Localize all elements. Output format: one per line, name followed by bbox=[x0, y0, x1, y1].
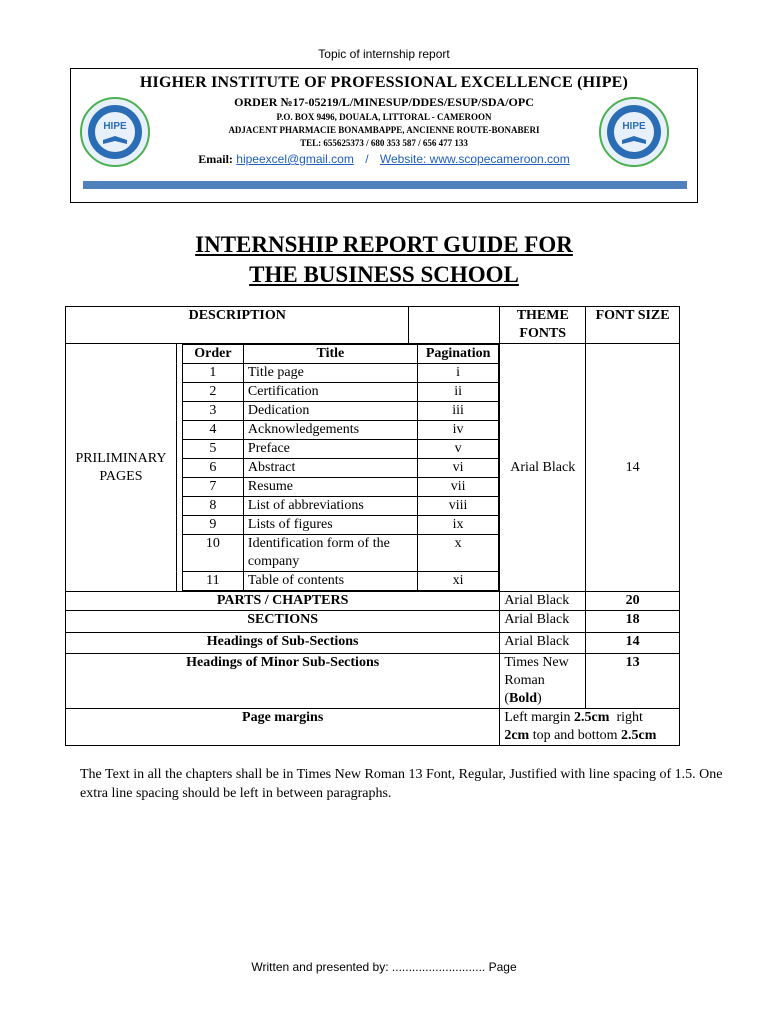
email-link[interactable]: hipeexcel@gmail.com bbox=[236, 152, 354, 166]
header-empty-cell bbox=[409, 307, 500, 344]
header-font-size: FONT SIZE bbox=[586, 307, 680, 344]
letterhead-bar bbox=[83, 181, 687, 189]
preliminary-pages-cell bbox=[176, 344, 499, 592]
table-row: 2 Certification ii bbox=[182, 383, 498, 402]
table-row: 5 Preface v bbox=[182, 440, 498, 459]
table-row: Headings of Minor Sub-Sections Times New Roman (Bold) 13 bbox=[66, 654, 680, 709]
table-row: 1 Title page i bbox=[182, 364, 498, 383]
svg-text:HIPE: HIPE bbox=[103, 121, 127, 132]
website-link[interactable]: Website: www.scopecameroon.com bbox=[379, 152, 570, 166]
preliminary-pages-label: PRILIMINARY PAGES bbox=[66, 344, 177, 592]
page-topic: Topic of internship report bbox=[318, 47, 450, 61]
preliminary-pages-table bbox=[182, 344, 499, 591]
column-title: Title bbox=[243, 345, 417, 364]
letterhead bbox=[70, 68, 698, 203]
preliminary-size: 14 bbox=[586, 344, 680, 592]
header-theme-fonts: THEME FONTS bbox=[500, 307, 586, 344]
table-row: 9 Lists of figures ix bbox=[182, 516, 498, 535]
report-guide-table bbox=[65, 306, 680, 746]
column-order: Order bbox=[182, 345, 243, 364]
table-row: 3 Dedication iii bbox=[182, 402, 498, 421]
telephone-line: TEL: 655625373 / 680 353 587 / 656 477 133 bbox=[300, 138, 468, 148]
table-row: 8 List of abbreviations viii bbox=[182, 497, 498, 516]
table-row bbox=[66, 709, 680, 746]
table-row: 4 Acknowledgements iv bbox=[182, 421, 498, 440]
table-row: 10 Identification form of the company x bbox=[182, 535, 498, 572]
contact-separator: / bbox=[365, 152, 369, 166]
order-number: ORDER №17-05219/L/MINESUP/DDES/ESUP/SDA/OPC bbox=[234, 95, 534, 109]
table-row: 6 Abstract vi bbox=[182, 459, 498, 478]
preliminary-font: Arial Black bbox=[500, 344, 586, 592]
title-line-2: THE BUSINESS SCHOOL bbox=[249, 262, 519, 287]
page-margins-label: Page margins bbox=[66, 709, 500, 746]
table-row: 7 Resume vii bbox=[182, 478, 498, 497]
table-row: Headings of Sub-Sections Arial Black 14 bbox=[66, 633, 680, 654]
document-title bbox=[0, 230, 768, 290]
address-line-2: ADJACENT PHARMACIE BONAMBAPPE, ANCIENNE ROUTE-BONABERI bbox=[228, 125, 540, 135]
header-description: DESCRIPTION bbox=[66, 307, 409, 344]
table-row: SECTIONS Arial Black 18 bbox=[66, 611, 680, 633]
contact-line bbox=[71, 152, 697, 167]
column-pagination: Pagination bbox=[417, 345, 498, 364]
institute-name: HIGHER INSTITUTE OF PROFESSIONAL EXCELLENCE (HIPE) bbox=[139, 74, 629, 91]
title-line-1: INTERNSHIP REPORT GUIDE FOR bbox=[195, 232, 573, 257]
table-row: 11 Table of contents xi bbox=[182, 572, 498, 591]
page-footer: Written and presented by: ............................ Page bbox=[251, 960, 517, 974]
page-margins-value: Left margin 2.5cm right 2cm top and bottom 2.5cm bbox=[500, 709, 680, 746]
table-row: PARTS / CHAPTERS Arial Black 20 bbox=[66, 592, 680, 611]
email-label: Email: bbox=[198, 152, 233, 166]
svg-text:HIPE: HIPE bbox=[622, 121, 646, 132]
body-paragraph: The Text in all the chapters shall be in Times New Roman 13 Font, Regular, Justified with line spacing of 1.5. One extra line spacing should be left in between paragraphs. bbox=[80, 767, 723, 801]
address-line-1: P.O. BOX 9496, DOUALA, LITTORAL - CAMEROON bbox=[276, 112, 492, 122]
